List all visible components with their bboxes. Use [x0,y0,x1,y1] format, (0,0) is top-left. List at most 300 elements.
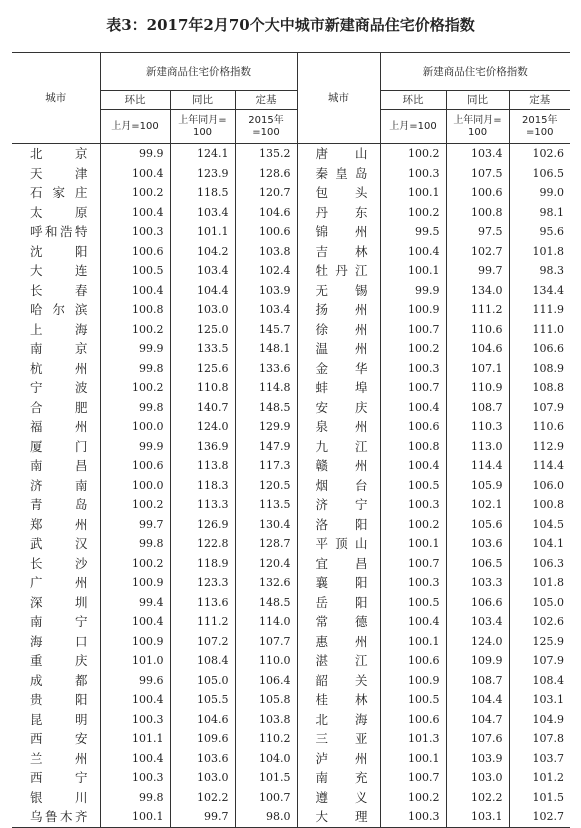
table-row [12,144,570,164]
mom-value: 100.8 [100,300,170,320]
city-name: 太原 [30,204,88,220]
mom-value: 100.1 [380,749,446,769]
mom-value: 100.7 [380,320,446,340]
city-name: 兰州 [30,750,88,766]
mom-value: 100.2 [380,788,446,808]
city-name: 南充 [297,768,380,788]
city-name: 桂林 [297,690,380,710]
mom-value: 99.6 [100,671,170,691]
city-name: 吉林 [297,242,380,262]
mom-value: 100.3 [100,710,170,730]
base-value: 133.6 [235,359,297,379]
mom-value: 100.8 [380,437,446,457]
table-row [12,768,570,788]
mom-value: 99.8 [100,788,170,808]
yoy-value: 105.0 [170,671,235,691]
yoy-value: 124.0 [170,417,235,437]
price-index-table [12,52,570,828]
yoy-value: 111.2 [446,300,509,320]
yoy-value: 108.7 [446,398,509,418]
yoy-value: 104.4 [170,281,235,301]
mom-value: 100.2 [380,339,446,359]
yoy-value: 110.8 [170,378,235,398]
yoy-value: 125.6 [170,359,235,379]
table-row [12,456,570,476]
base-value: 129.9 [235,417,297,437]
mom-value: 100.2 [100,378,170,398]
base-value: 98.1 [509,203,570,223]
base-sub-left: 2015年 =100 [235,110,297,144]
yoy-value: 122.8 [170,534,235,554]
base-value: 104.0 [235,749,297,769]
city-name: 天津 [30,165,88,181]
mom-value: 100.7 [380,378,446,398]
mom-value: 100.2 [100,320,170,340]
yoy-value: 100.8 [446,203,509,223]
mom-value: 100.6 [100,242,170,262]
city-name: 唐山 [297,144,380,164]
base-value: 111.9 [509,300,570,320]
mom-value: 100.5 [380,476,446,496]
base-value: 110.6 [509,417,570,437]
base-value: 117.3 [235,456,297,476]
city-name: 深圳 [30,594,88,610]
mom-value: 100.5 [380,690,446,710]
city-name: 宁波 [30,380,88,395]
city-name: 大连 [30,263,88,278]
table-title: 表3：2017年2月70个大中城市新建商品住宅价格指数 [106,16,475,34]
base-value: 103.8 [235,242,297,262]
base-value: 135.2 [235,144,297,164]
base-value: 106.3 [509,554,570,574]
city-name: 郑州 [30,516,88,532]
yoy-value: 118.5 [170,183,235,203]
table-row [12,300,570,320]
table-row [12,651,570,671]
city-name: 广州 [30,575,88,590]
base-value: 132.6 [235,573,297,593]
mom-value: 100.2 [100,495,170,515]
yoy-value: 100.6 [446,183,509,203]
table-row [12,261,570,281]
mom-value: 99.5 [380,222,446,242]
mom-value: 100.3 [100,222,170,242]
table-row [12,593,570,613]
table-row [12,339,570,359]
city-name: 哈尔滨 [30,302,88,317]
base-value: 148.5 [235,593,297,613]
table-row [12,632,570,652]
table-row [12,710,570,730]
yoy-value: 124.0 [446,632,509,652]
base-value: 103.7 [509,749,570,769]
city-name: 上海 [30,321,88,337]
yoy-value: 104.4 [446,690,509,710]
city-name: 泸州 [297,749,380,769]
city-name: 重庆 [30,653,88,668]
mom-value: 99.9 [100,144,170,164]
base-value: 98.3 [509,261,570,281]
yoy-value: 107.2 [170,632,235,652]
city-name: 无锡 [297,281,380,301]
base-value: 113.5 [235,495,297,515]
yoy-value: 99.7 [170,807,235,827]
base-value: 95.6 [509,222,570,242]
yoy-value: 101.1 [170,222,235,242]
yoy-value: 103.6 [446,534,509,554]
yoy-value: 107.6 [446,729,509,749]
yoy-value: 114.4 [446,456,509,476]
city-name: 石家庄 [30,185,88,200]
mom-value: 100.1 [380,632,446,652]
mom-value: 100.5 [100,261,170,281]
yoy-value: 110.3 [446,417,509,437]
city-name: 贵阳 [30,692,88,707]
mom-value: 100.2 [100,554,170,574]
yoy-value: 97.5 [446,222,509,242]
base-header-left: 定基 [235,91,297,110]
yoy-value: 106.5 [446,554,509,574]
mom-sub-left: 上月=100 [100,110,170,144]
base-value: 104.6 [235,203,297,223]
yoy-value: 105.6 [446,515,509,535]
table-row [12,612,570,632]
base-value: 145.7 [235,320,297,340]
base-value: 101.8 [509,573,570,593]
base-value: 108.9 [509,359,570,379]
mom-value: 99.8 [100,359,170,379]
mom-value: 100.1 [380,183,446,203]
mom-value: 100.3 [100,768,170,788]
yoy-value: 103.3 [446,573,509,593]
mom-value: 99.8 [100,534,170,554]
mom-value: 101.1 [100,729,170,749]
mom-value: 100.9 [100,573,170,593]
yoy-value: 109.9 [446,651,509,671]
mom-value: 100.1 [100,807,170,827]
table-row [12,515,570,535]
table-row [12,788,570,808]
city-name: 平顶山 [297,534,380,554]
table-body [12,144,570,828]
city-name: 湛江 [297,651,380,671]
mom-value: 99.8 [100,398,170,418]
mom-value: 100.6 [380,710,446,730]
base-value: 110.0 [235,651,297,671]
city-name: 济南 [30,477,88,493]
yoy-value: 104.7 [446,710,509,730]
mom-value: 99.4 [100,593,170,613]
table-row [12,417,570,437]
mom-value: 100.9 [100,632,170,652]
base-value: 110.2 [235,729,297,749]
city-name: 北海 [297,710,380,730]
city-name: 扬州 [297,300,380,320]
city-name: 厦门 [30,438,88,454]
table-row [12,534,570,554]
base-value: 112.9 [509,437,570,457]
yoy-value: 102.2 [446,788,509,808]
table-row [12,573,570,593]
mom-value: 100.3 [380,495,446,515]
base-value: 148.5 [235,398,297,418]
mom-value: 100.5 [380,593,446,613]
base-value: 107.7 [235,632,297,652]
city-header-right: 城市 [297,53,380,144]
yoy-value: 103.0 [170,300,235,320]
city-name: 济宁 [297,495,380,515]
mom-value: 100.3 [380,359,446,379]
city-name: 丹东 [297,203,380,223]
mom-value: 99.9 [100,339,170,359]
mom-value: 100.6 [380,417,446,437]
yoy-value: 103.4 [170,203,235,223]
mom-value: 99.7 [100,515,170,535]
yoy-value: 113.0 [446,437,509,457]
yoy-value: 113.3 [170,495,235,515]
table-row [12,222,570,242]
city-name: 南昌 [30,458,88,473]
city-name: 锦州 [297,222,380,242]
table-row [12,690,570,710]
city-name: 银川 [30,789,88,805]
mom-value: 100.1 [380,261,446,281]
base-value: 103.8 [235,710,297,730]
city-name: 沈阳 [30,243,88,259]
base-value: 99.0 [509,183,570,203]
base-value: 105.8 [235,690,297,710]
yoy-value: 136.9 [170,437,235,457]
yoy-value: 110.6 [446,320,509,340]
mom-value: 100.4 [100,164,170,184]
mom-value: 101.3 [380,729,446,749]
yoy-value: 103.4 [446,144,509,164]
table-row [12,671,570,691]
base-value: 107.8 [509,729,570,749]
base-value: 104.5 [509,515,570,535]
city-name: 包头 [297,183,380,203]
yoy-value: 105.9 [446,476,509,496]
mom-header-right: 环比 [380,91,446,110]
city-name: 牡丹江 [297,261,380,281]
base-value: 108.4 [509,671,570,691]
city-name: 遵义 [297,788,380,808]
base-value: 102.4 [235,261,297,281]
mom-value: 100.4 [380,242,446,262]
base-value: 114.4 [509,456,570,476]
base-value: 101.5 [235,768,297,788]
base-value: 120.4 [235,554,297,574]
yoy-value: 104.6 [446,339,509,359]
yoy-value: 103.4 [446,612,509,632]
yoy-value: 103.1 [446,807,509,827]
city-name: 南宁 [30,614,88,629]
base-value: 105.0 [509,593,570,613]
city-name: 九江 [297,437,380,457]
base-value: 106.4 [235,671,297,691]
mom-sub-right: 上月=100 [380,110,446,144]
yoy-value: 113.6 [170,593,235,613]
city-name: 乌鲁木齐 [12,807,100,827]
city-name: 福州 [30,419,88,434]
yoy-value: 113.8 [170,456,235,476]
mom-value: 100.6 [100,456,170,476]
yoy-value: 110.9 [446,378,509,398]
city-name: 洛阳 [297,515,380,535]
yoy-value: 111.2 [170,612,235,632]
base-value: 134.4 [509,281,570,301]
yoy-value: 102.2 [170,788,235,808]
city-name: 西安 [30,731,88,746]
yoy-value: 103.6 [170,749,235,769]
yoy-value: 125.0 [170,320,235,340]
base-value: 101.5 [509,788,570,808]
city-name: 合肥 [30,399,88,415]
base-value: 128.7 [235,534,297,554]
mom-value: 100.4 [380,398,446,418]
yoy-value: 102.1 [446,495,509,515]
table-row [12,729,570,749]
yoy-value: 123.3 [170,573,235,593]
table-row [12,398,570,418]
yoy-value: 108.7 [446,671,509,691]
mom-header-left: 环比 [100,91,170,110]
mom-value: 99.9 [100,437,170,457]
yoy-value: 133.5 [170,339,235,359]
city-name: 呼和浩特 [30,224,88,239]
yoy-value: 108.4 [170,651,235,671]
base-value: 103.9 [235,281,297,301]
city-name: 武汉 [30,536,88,551]
mom-value: 100.4 [100,203,170,223]
mom-value: 100.4 [100,690,170,710]
city-name: 西宁 [30,770,88,785]
base-value: 102.7 [509,807,570,827]
base-value: 104.1 [509,534,570,554]
yoy-value: 140.7 [170,398,235,418]
city-name: 宜昌 [297,554,380,574]
mom-value: 100.4 [100,612,170,632]
city-name: 烟台 [297,476,380,496]
yoy-sub-right: 上年同月= 100 [446,110,509,144]
mom-value: 100.3 [380,807,446,827]
table-row [12,183,570,203]
base-value: 128.6 [235,164,297,184]
base-value: 114.8 [235,378,297,398]
base-value: 114.0 [235,612,297,632]
table-row [12,203,570,223]
yoy-value: 103.9 [446,749,509,769]
base-value: 130.4 [235,515,297,535]
base-value: 106.6 [509,339,570,359]
base-value: 100.7 [235,788,297,808]
table-row [12,378,570,398]
mom-value: 99.9 [380,281,446,301]
mom-value: 100.6 [380,651,446,671]
yoy-value: 126.9 [170,515,235,535]
table-row [12,495,570,515]
base-value: 101.2 [509,768,570,788]
mom-value: 100.4 [100,281,170,301]
table-row [12,320,570,340]
base-value: 108.8 [509,378,570,398]
city-name: 杭州 [30,360,88,376]
table-row [12,749,570,769]
yoy-value: 118.3 [170,476,235,496]
yoy-value: 105.5 [170,690,235,710]
base-value: 104.9 [509,710,570,730]
city-name: 长沙 [30,555,88,571]
yoy-value: 109.6 [170,729,235,749]
base-value: 147.9 [235,437,297,457]
yoy-value: 124.1 [170,144,235,164]
yoy-value: 107.1 [446,359,509,379]
table-row [12,281,570,301]
mom-value: 100.3 [380,573,446,593]
table-row [12,807,570,827]
mom-value: 100.9 [380,300,446,320]
city-name: 惠州 [297,632,380,652]
yoy-value: 103.0 [170,768,235,788]
yoy-value: 104.6 [170,710,235,730]
yoy-value: 134.0 [446,281,509,301]
yoy-value: 99.7 [446,261,509,281]
city-name: 常德 [297,612,380,632]
city-name: 金华 [297,359,380,379]
mom-value: 100.3 [380,164,446,184]
yoy-value: 118.9 [170,554,235,574]
mom-value: 100.0 [100,476,170,496]
base-value: 101.8 [509,242,570,262]
yoy-value: 123.9 [170,164,235,184]
base-value: 107.9 [509,651,570,671]
table-row [12,476,570,496]
city-name: 襄阳 [297,573,380,593]
city-name: 赣州 [297,456,380,476]
city-name: 三亚 [297,729,380,749]
city-name: 昆明 [30,711,88,727]
table-row [12,164,570,184]
city-name: 徐州 [297,320,380,340]
yoy-sub-left: 上年同月= 100 [170,110,235,144]
city-name: 蚌埠 [297,378,380,398]
city-name: 成都 [30,672,88,688]
base-value: 102.6 [509,144,570,164]
group-header-right: 新建商品住宅价格指数 [380,53,570,91]
base-value: 106.0 [509,476,570,496]
mom-value: 100.7 [380,768,446,788]
base-value: 120.7 [235,183,297,203]
city-name: 秦皇岛 [297,164,380,184]
base-value: 102.6 [509,612,570,632]
city-name: 泉州 [297,417,380,437]
yoy-value: 106.6 [446,593,509,613]
mom-value: 100.1 [380,534,446,554]
base-header-right: 定基 [509,91,570,110]
base-value: 100.6 [235,222,297,242]
mom-value: 100.2 [100,183,170,203]
table-row [12,359,570,379]
mom-value: 100.4 [380,612,446,632]
mom-value: 100.2 [380,203,446,223]
city-header-left: 城市 [12,53,100,144]
mom-value: 100.4 [380,456,446,476]
city-name: 安庆 [297,398,380,418]
base-value: 120.5 [235,476,297,496]
table-row [12,437,570,457]
city-name: 温州 [297,339,380,359]
yoy-header-right: 同比 [446,91,509,110]
